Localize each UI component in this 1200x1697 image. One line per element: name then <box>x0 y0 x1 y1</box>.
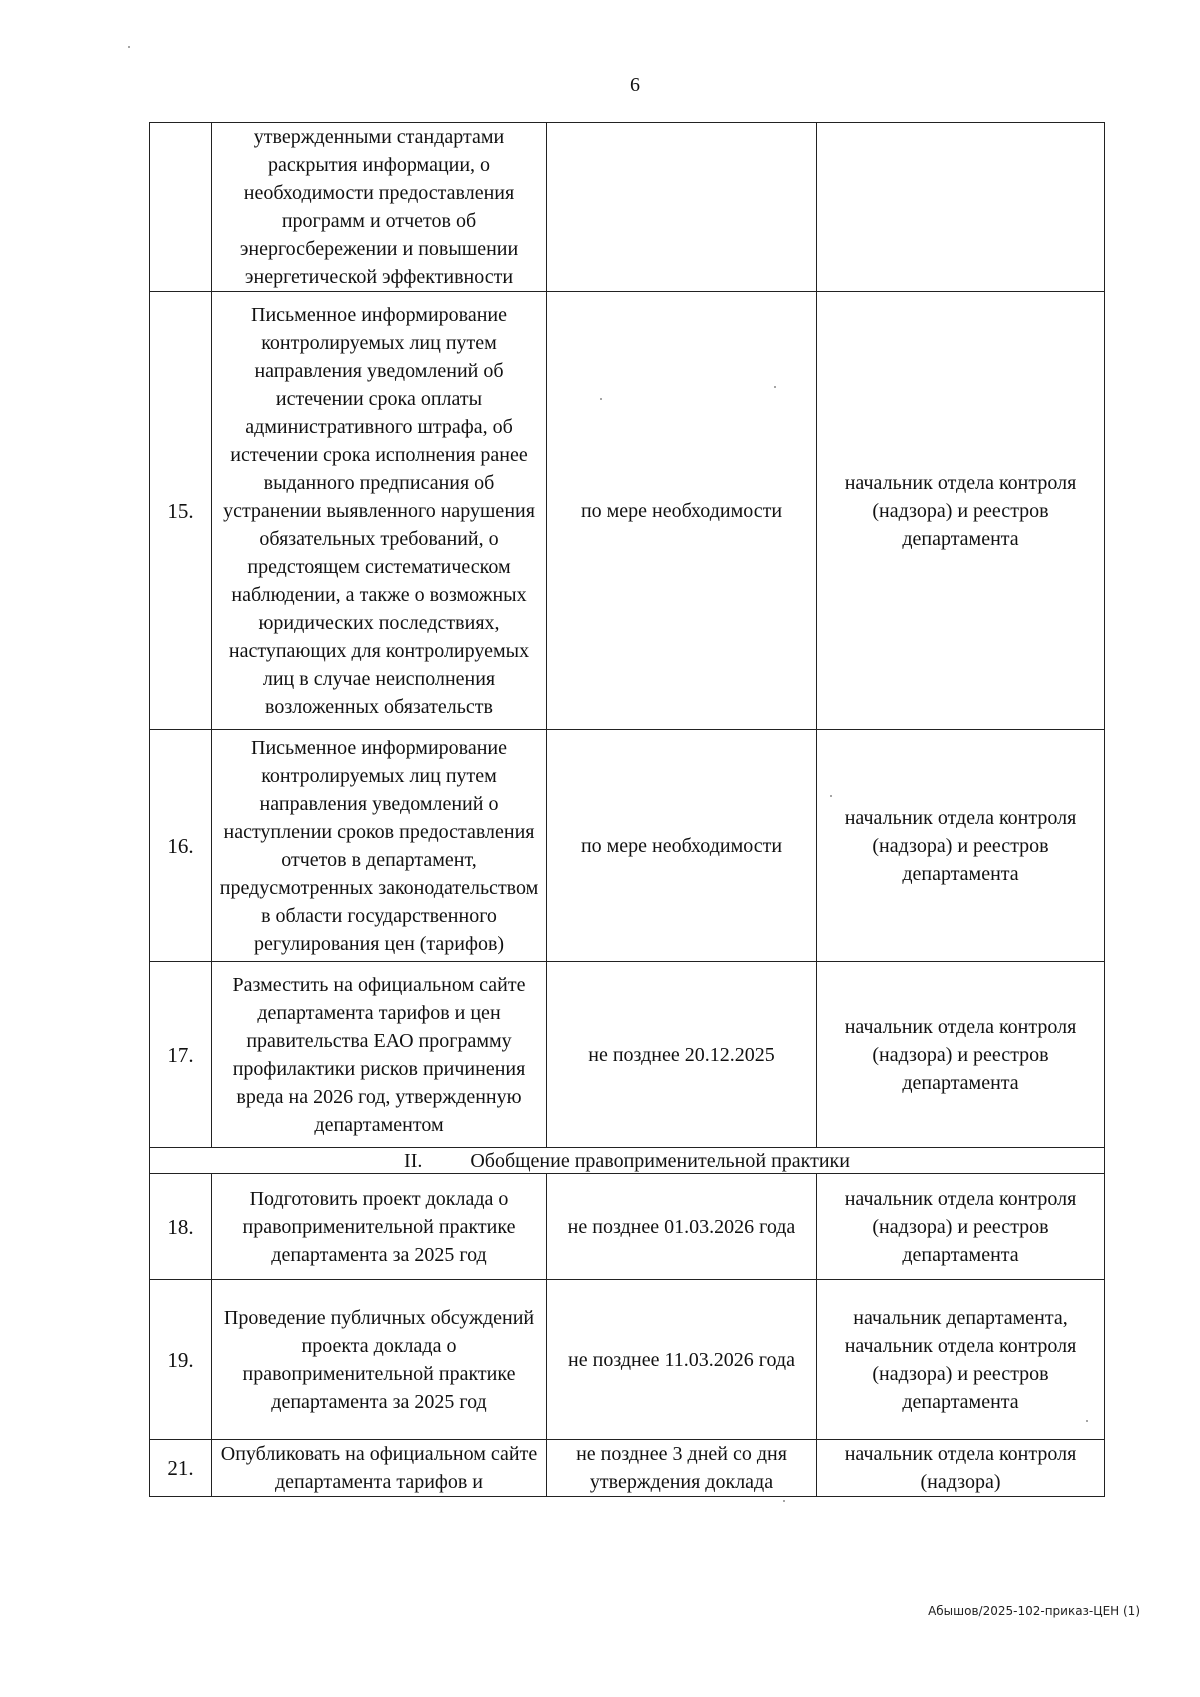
activity-cell: Письменное информирование контролируемых лиц путем направления уведомлений о наступлении сроков предоставления отчетов в департамент, предусмотренных законодательством в области государственного регулирования цен (тарифов) <box>212 730 547 962</box>
row-number: 18. <box>150 1174 212 1280</box>
row-number: 21. <box>150 1440 212 1497</box>
table-row <box>150 1280 1105 1440</box>
activity-cell: Разместить на официальном сайте департамента тарифов и цен правительства ЕАО программу профилактики рисков причинения вреда на 2026 год, утвержденную департаментом <box>212 962 547 1148</box>
page-number: 6 <box>630 74 640 96</box>
responsible-cell: начальник отдела контроля (надзора) и реестров департамента <box>817 962 1105 1148</box>
table-row <box>150 1440 1105 1497</box>
document-reference: Абышов/2025-102-приказ-ЦЕН (1) <box>928 1604 1140 1618</box>
activity-cell: Опубликовать на официальном сайте департамента тарифов и <box>212 1440 547 1497</box>
activity-cell: утвержденными стандартами раскрытия информации, о необходимости предоставления программ и отчетов об энергосбережении и повышении энергетической эффективности <box>212 123 547 292</box>
action-plan-table <box>149 122 1105 1497</box>
row-number <box>150 123 212 292</box>
section-header-row <box>150 1148 1105 1174</box>
scan-speck <box>600 398 602 400</box>
row-number: 19. <box>150 1280 212 1440</box>
responsible-cell: начальник департамента, начальник отдела контроля (надзора) и реестров департамента <box>817 1280 1105 1440</box>
responsible-cell: начальник отдела контроля (надзора) и реестров департамента <box>817 1174 1105 1280</box>
activity-cell: Письменное информирование контролируемых лиц путем направления уведомлений об истечении срока оплаты административного штрафа, об истечении срока исполнения ранее выданного предписания об устранении выявленного нарушения обязательных требований, о предстоящем систематическом наблюдении, а также о возможных юридических последствиях, наступающих для контролируемых лиц в случае неисполнения возложенных обязательств <box>212 292 547 730</box>
deadline-cell: по мере необходимости <box>547 292 817 730</box>
activity-cell: Подготовить проект доклада о правоприменительной практике департамента за 2025 год <box>212 1174 547 1280</box>
section-title: Обобщение правоприменительной практики <box>470 1149 850 1172</box>
responsible-cell: начальник отдела контроля (надзора) и реестров департамента <box>817 730 1105 962</box>
deadline-cell <box>547 123 817 292</box>
row-number: 16. <box>150 730 212 962</box>
row-number: 17. <box>150 962 212 1148</box>
deadline-cell: не позднее 3 дней со дня утверждения доклада <box>547 1440 817 1497</box>
table-row <box>150 962 1105 1148</box>
deadline-cell: не позднее 01.03.2026 года <box>547 1174 817 1280</box>
section-number: II. <box>404 1149 423 1172</box>
responsible-cell <box>817 123 1105 292</box>
scan-speck <box>830 795 832 797</box>
table-row <box>150 123 1105 292</box>
scan-speck <box>774 386 776 388</box>
table-row <box>150 292 1105 730</box>
responsible-cell: начальник отдела контроля (надзора) <box>817 1440 1105 1497</box>
scan-speck <box>1086 1420 1088 1422</box>
table-row <box>150 1174 1105 1280</box>
deadline-cell: не позднее 11.03.2026 года <box>547 1280 817 1440</box>
scan-speck <box>783 1500 785 1502</box>
deadline-cell: не позднее 20.12.2025 <box>547 962 817 1148</box>
scan-speck <box>128 46 130 48</box>
section-header <box>150 1148 1105 1174</box>
table-row <box>150 730 1105 962</box>
responsible-cell: начальник отдела контроля (надзора) и реестров департамента <box>817 292 1105 730</box>
row-number: 15. <box>150 292 212 730</box>
activity-cell: Проведение публичных обсуждений проекта доклада о правоприменительной практике департамента за 2025 год <box>212 1280 547 1440</box>
deadline-cell: по мере необходимости <box>547 730 817 962</box>
